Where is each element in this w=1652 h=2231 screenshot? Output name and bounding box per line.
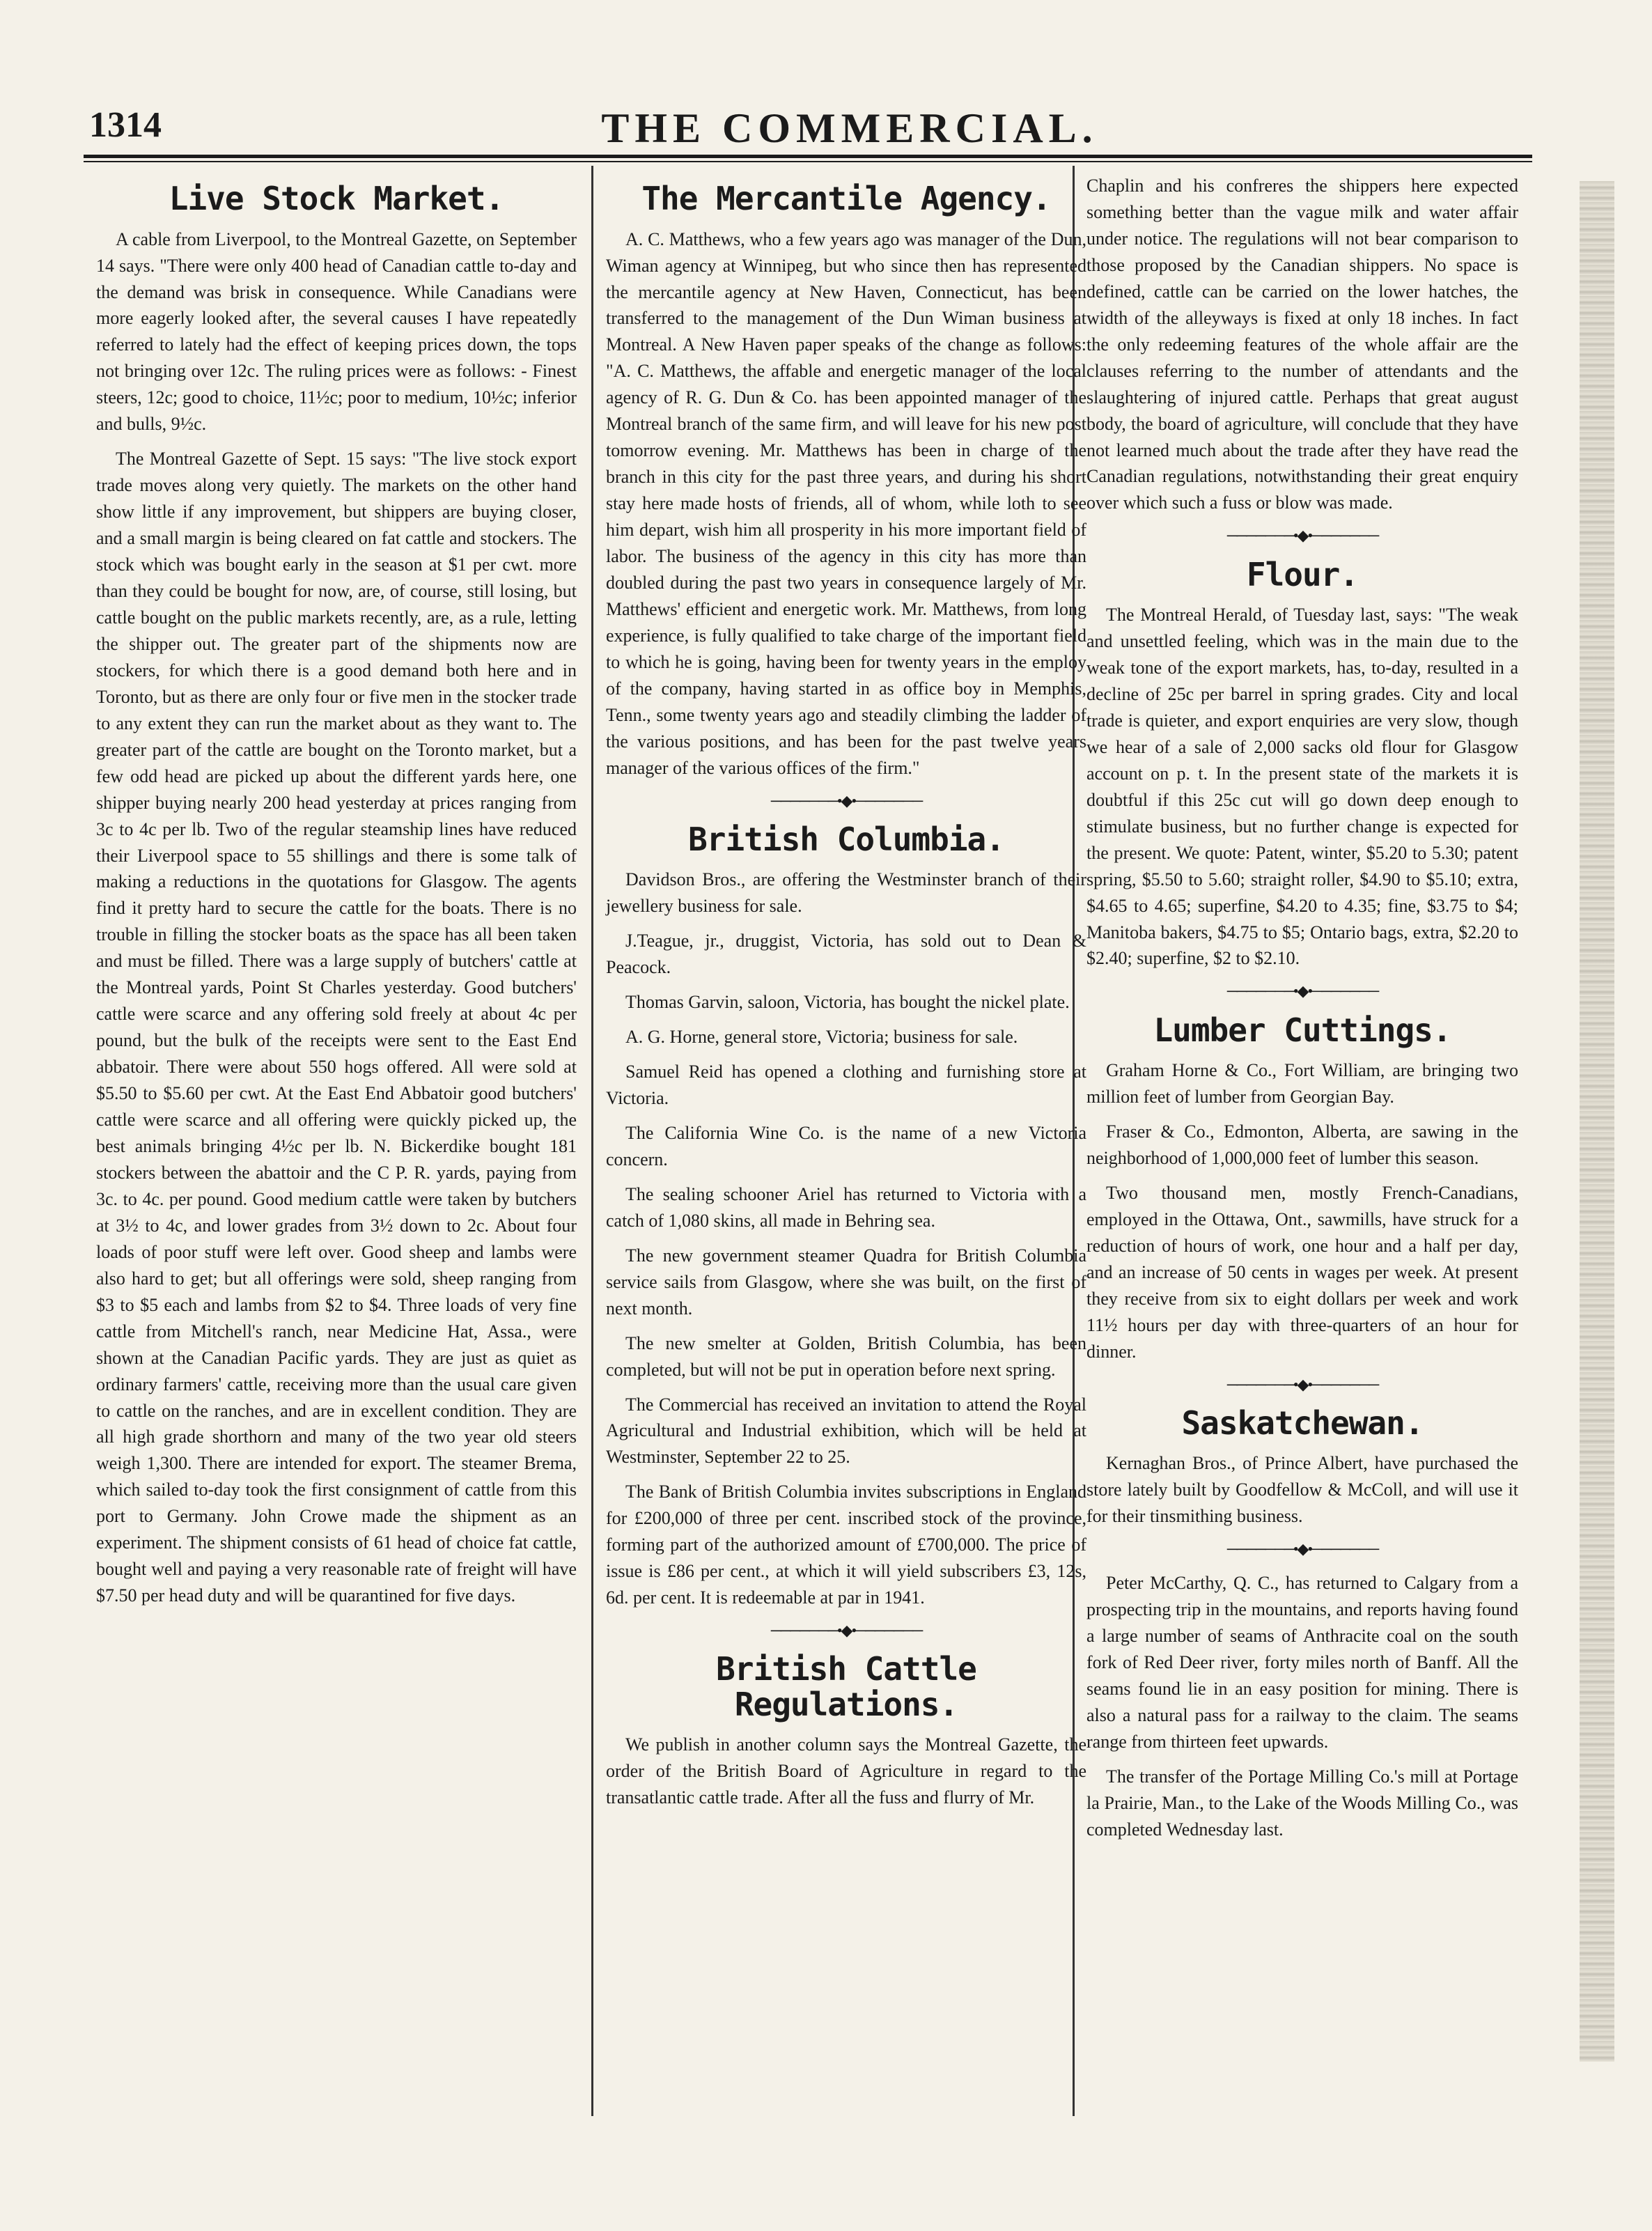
article-title: Live Stock Market.: [169, 180, 504, 217]
article-paragraph: The Montreal Gazette of Sept. 15 says: "The live stock export trade moves along very quietly. The markets on the other hand show little if any improvement, but shippers are buying closer, and a small margin is being cleared on fat cattle and stockers. The stock which was bought early in the season at $1 per cwt. more than they could be bought for now, are, of course, still losing, but cattle bought on the public markets recently, are, as a rule, letting the shipper out. The greater part of the shipments now are stockers, for which there is a good demand both here and in Toronto, but as there are only four or five men in the stocker trade to any extent they can run the market about as they want to. The greater part of the cattle are bought on the Toronto market, but a few odd head are picked up about the different yards here, one shipper buying nearly 200 head yesterday at prices ranging from 3c to 4c per lb. Two of the regular steamship lines have reduced their Liverpool space to 55 shillings and there is some talk of making a reductions in the quotations for Glasgow. The agents find it pretty hard to secure the cattle for the boats. There is no trouble in filling the stocker boats as the space has all been taken and must be filled. There was a large supply of butchers' cattle at the Montreal yards, Point St Charles yesterday. Good butchers' cattle were scarce and any offering sold freely at about 4c per pound, but the bulk of the receipts were sent to the East End abbatoir. There were about 550 hogs offered. All were sold at $5.50 to $5.60 per cwt. At the East End Abbatoir good butchers' cattle were scarce and all offering were quickly picked up, the best animals bringing 4½c per lb. N. Bickerdike bought 181 stockers between the abattoir and the C P. R. yards, paying from 3c. to 4c. per pound. Good medium cattle were taken by butchers at 3½ to 4c, and lower grades from 3½ down to 2c. About four loads of poor stuff were left over. Good sheep and lambs were also hard to get; but all offerings were sold, sheep ranging from $3 to $5 each and lambs from $2 to $4. Three loads of very fine cattle from Mitchell's ranch, near Medicine Hat, Assa., were shown at the Canadian Pacific yards. They are just as quiet as ordinary farmers' cattle, receiving more than the usual care given to cattle on the ranches, and are in excellent condition. They are all high grade shorthorn and many of the two year old steers weigh 1,300. There are intended for export. The steamer Brema, which sailed to-day took the first consignment of cattle from this port to Germany. John Crowe made the shipment as an experiment. The shipment consists of 61 head of choice fat cattle, bought well and paying a very reasonable rate of freight will have $7.50 per head duty and will be quarantined for five days.: [96, 449, 577, 1606]
article-paragraph: Kernaghan Bros., of Prince Albert, have purchased the store lately built by Goodfellow & McColl, and will use it for their tinsmithing business.: [1086, 1453, 1518, 1527]
ornament-divider: ───────•◆•───────: [1226, 982, 1378, 1000]
news-item: The California Wine Co. is the name of a new Victoria concern.: [606, 1122, 1086, 1169]
header-rule-thick: [84, 155, 1532, 158]
news-item: J.Teague, jr., druggist, Victoria, has sold out to Dean & Peacock.: [606, 931, 1086, 978]
news-item: Davidson Bros., are offering the Westminster branch of their jewellery business for sale.: [606, 869, 1086, 917]
article-paragraph: Chaplin and his confreres the shippers here expected something better than the vague milk and water affair under notice. The regulations will not bear comparison to those proposed by the Canadian shippers. No space is defined, cattle can be carried on the lower hatches, the width of the alleyways is fixed at only 18 inches. In fact the only redeeming features of the whole affair are the clauses referring to the number of attendants and the slaughtering of injured cattle. Perhaps that great august body, the board of agriculture, will conclude that they have not learned much about the trade after they have read the Canadian regulations, notwithstanding their great enquiry over which such a fuss or blow was made.: [1086, 176, 1518, 513]
article-title: British Columbia.: [688, 820, 1004, 858]
article-title: British Cattle Regulations.: [716, 1650, 976, 1723]
masthead: THE COMMERCIAL.: [601, 105, 1098, 151]
column-1: [96, 173, 577, 1617]
ornament-divider: ───────•◆•───────: [770, 1622, 922, 1640]
news-item: Samuel Reid has opened a clothing and furnishing store at Victoria.: [606, 1062, 1086, 1108]
news-item: Peter McCarthy, Q. C., has returned to Calgary from a prospecting trip in the mountains, and reports having found a large number of seams of Anthracite coal on the south fork of Red Deer river, forty miles north of Banff. All the seams found lie in an easy position for mining. There is also a natural pass for a railway to the claim. The seams range from thirteen feet upwards.: [1086, 1573, 1518, 1752]
column-rule: [591, 166, 593, 2116]
news-item: Two thousand men, mostly French-Canadians, employed in the Ottawa, Ont., sawmills, have struck for a reduction of hours of work, one hour and a half per day, and an increase of 50 cents in wages per week. At present they receive from six to eight dollars per week and work 11½ hours per day with three-quarters of an hour for dinner.: [1086, 1182, 1518, 1362]
ornament-divider: ───────•◆•───────: [770, 791, 922, 809]
ornament-divider: ───────•◆•───────: [1226, 527, 1378, 545]
news-item: The new smelter at Golden, British Columbia, has been completed, but will not be put in operation before next spring.: [606, 1332, 1086, 1380]
news-item: The Bank of British Columbia invites subscriptions in England for £200,000 of three per cent. inscribed stock of the province, forming part of the authorized amount of £700,000. The price of issue is £86 per cent., at which it will yield subscribers £3, 12s, 6d. per cent. It is redeemable at par in 1941.: [606, 1482, 1086, 1608]
news-item: Graham Horne & Co., Fort William, are bringing two million feet of lumber from Georgian Bay.: [1086, 1060, 1518, 1107]
article-title: Lumber Cuttings.: [1153, 1011, 1451, 1049]
news-item: The Commercial has received an invitation to attend the Royal Agricultural and Industrial exhibition, which will be held at Westminster, September 22 to 25.: [606, 1394, 1086, 1468]
article-paragraph: A. C. Matthews, who a few years ago was manager of the Dun, Wiman agency at Winnipeg, but who since then has represented the mercantile agency at New Haven, Connecticut, has been transferred to the management of the Dun Wiman business at Montreal. A New Haven paper speaks of the change as follows: "A. C. Matthews, the affable and energetic manager of the local agency of R. G. Dun & Co. has been appointed manager of the Montreal branch of the same firm, and will leave for his new post tomorrow evening. Mr. Matthews has been in charge of the branch in this city for the past three years, and during his short stay here made hosts of friends, all of whom, while loth to see him depart, wish him all prosperity in his more important field of labor. The business of the agency in this city has more than doubled during the past two years in consequence largely of Mr. Matthews' efficient and energetic work. Mr. Matthews, from long experience, is fully qualified to take charge of the important field to which he is going, having been for twenty years in the employ of the company, having started in as office boy in Memphis, Tenn., some twenty years ago and steadily climbing the ladder of the various positions, and has been for the past twelve years manager of the various offices of the firm.": [606, 228, 1086, 778]
news-item: The transfer of the Portage Milling Co.'s mill at Portage la Prairie, Man., to the Lake of the Woods Milling Co., was completed Wednesday last.: [1086, 1766, 1518, 1840]
article-paragraph: We publish in another column says the Montreal Gazette, the order of the British Board of Agriculture in regard to the transatlantic cattle trade. After all the fuss and flurry of Mr.: [606, 1734, 1086, 1808]
news-item: Fraser & Co., Edmonton, Alberta, are sawing in the neighborhood of 1,000,000 feet of lumber this season.: [1086, 1121, 1518, 1168]
article-title: The Mercantile Agency.: [641, 180, 1051, 217]
column-3: [1086, 173, 1518, 1851]
article-title: Saskatchewan.: [1181, 1404, 1424, 1442]
header-rule-thin: [84, 161, 1532, 162]
scan-edge-artifact: [1580, 181, 1614, 2062]
news-item: Thomas Garvin, saloon, Victoria, has bought the nickel plate.: [625, 992, 1070, 1013]
article-paragraph: The Montreal Herald, of Tuesday last, says: "The weak and unsettled feeling, which was in the main due to the weak tone of the export markets, has, to-day, resulted in a decline of 25c per barrel in spring grades. City and local trade is quieter, and export enquiries are very slow, though we hear of a sale of 2,000 sacks old flour for Glasgow account on p. t. In the present state of the markets it is doubtful if this 25c cut will go down deep enough to stimulate business, but no further change is expected for the present. We quote: Patent, winter, $5.20 to 5.30; patent spring, $5.50 to 5.60; straight roller, $4.90 to $5.10; extra, $4.65 to 4.65; superfine, $4.20 to 4.35; fine, $3.75 to $4; Manitoba bakers, $4.75 to $5; Ontario bags, extra, $2.20 to $2.40; superfine, $2 to $2.10.: [1086, 605, 1518, 969]
ornament-divider: ───────•◆•───────: [1226, 1540, 1378, 1558]
news-item: The new government steamer Quadra for British Columbia service sails from Glasgow, where she was built, on the first of next month.: [606, 1245, 1086, 1319]
article-title: Flour.: [1246, 555, 1359, 593]
article-paragraph: A cable from Liverpool, to the Montreal Gazette, on September 14 says. "There were only 400 head of Canadian cattle to-day and the demand was brisk in consequence. While Canadians were more eagerly looked after, the several causes I have repeatedly referred to lately had the effect of keeping prices down, the tops not bringing over 12c. The ruling prices were as follows: - Finest steers, 12c; good to choice, 11½c; poor to medium, 10½c; inferior and bulls, 9½c.: [96, 228, 577, 435]
page-number: 1314: [89, 105, 162, 145]
ornament-divider: ───────•◆•───────: [1226, 1375, 1378, 1393]
news-item: A. G. Horne, general store, Victoria; business for sale.: [625, 1027, 1018, 1048]
news-item: The sealing schooner Ariel has returned to Victoria with a catch of 1,080 skins, all made in Behring sea.: [606, 1183, 1086, 1231]
column-2: [606, 173, 1086, 1819]
